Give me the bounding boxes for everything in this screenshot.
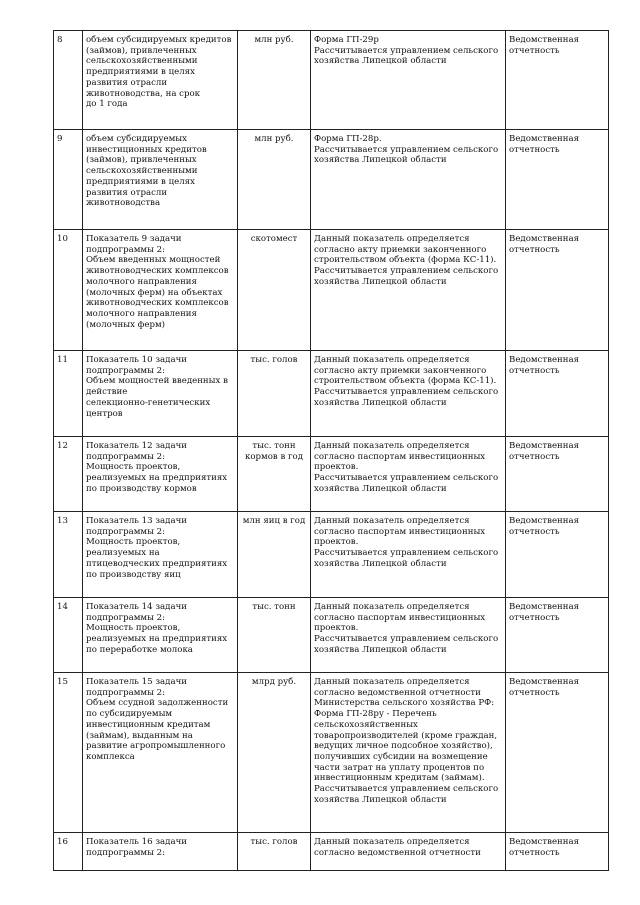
table-row [54,230,609,351]
unit-cell: тыс. тонн [238,598,311,673]
indicator-cell: Показатель 13 задачи подпрограммы 2: Мощность проектов, реализуемых на птицеводческих предприятиях по производству яиц [83,512,238,598]
indicator-cell: Показатель 9 задачи подпрограммы 2: Объем введенных мощностей животноводческих комплексов молочного направления (молочных ферм) на объектах животноводческих комплексов молочного направления (молочных ферм) [83,230,238,351]
unit-cell: млн руб. [238,130,311,230]
table-row [54,598,609,673]
indicator-cell: Показатель 14 задачи подпрограммы 2: Мощность проектов, реализуемых на предприятиях по переработке молока [83,598,238,673]
indicators-table [53,30,609,871]
table-body [54,31,609,871]
row-number: 11 [54,351,83,437]
indicator-cell: Показатель 12 задачи подпрограммы 2: Мощность проектов, реализуемых на предприятиях по производству кормов [83,437,238,512]
indicator-cell: Показатель 10 задачи подпрограммы 2: Объем мощностей введенных в действие селекционно-генетических центров [83,351,238,437]
unit-cell: скотомест [238,230,311,351]
table-row [54,31,609,130]
source-cell: Ведомственная отчетность [506,31,609,130]
row-number: 10 [54,230,83,351]
source-cell: Ведомственная отчетность [506,437,609,512]
method-cell: Данный показатель определяется согласно акту приемки законченного строительством объекта (форма КС-11). Рассчитывается управлением сельского хозяйства Липецкой области [311,230,506,351]
method-cell: Данный показатель определяется согласно ведомственной отчетности Министерства сельского хозяйства РФ: Форма ГП-28ру - Перечень сельскохозяйственных товаропроизводителей (кроме граждан, ведущих личное подсобное хозяйство), получивших субсидии на возмещение части затрат на уплату процентов по инвестиционным кредитам (займам). Рассчитывается управлением сельского хозяйства Липецкой области [311,673,506,833]
method-cell: Форма ГП-29р Рассчитывается управлением сельского хозяйства Липецкой области [311,31,506,130]
row-number: 12 [54,437,83,512]
row-number: 16 [54,833,83,871]
table-row [54,673,609,833]
indicator-cell: Показатель 15 задачи подпрограммы 2: Объем ссудной задолженности по субсидируемым инвестиционным кредитам (займам), выданным на развитие агропромышленного комплекса [83,673,238,833]
source-cell: Ведомственная отчетность [506,351,609,437]
method-cell: Данный показатель определяется согласно акту приемки законченного строительством объекта (форма КС-11). Рассчитывается управлением сельского хозяйства Липецкой области [311,351,506,437]
method-cell: Форма ГП-28р. Рассчитывается управлением сельского хозяйства Липецкой области [311,130,506,230]
method-cell: Данный показатель определяется согласно паспортам инвестиционных проектов. Рассчитывается управлением сельского хозяйства Липецкой области [311,598,506,673]
indicator-cell: объем субсидируемых инвестиционных кредитов (займов), привлеченных сельскохозяйственными предприятиями в целях развития отрасли животноводства [83,130,238,230]
source-cell: Ведомственная отчетность [506,230,609,351]
unit-cell: млн руб. [238,31,311,130]
unit-cell: тыс. тонн кормов в год [238,437,311,512]
source-cell: Ведомственная отчетность [506,130,609,230]
row-number: 8 [54,31,83,130]
source-cell: Ведомственная отчетность [506,598,609,673]
source-cell: Ведомственная отчетность [506,833,609,871]
indicator-cell: Показатель 16 задачи подпрограммы 2: [83,833,238,871]
table-row [54,833,609,871]
unit-cell: млн яиц в год [238,512,311,598]
row-number: 13 [54,512,83,598]
unit-cell: млрд руб. [238,673,311,833]
table-row [54,437,609,512]
table-row [54,512,609,598]
row-number: 9 [54,130,83,230]
row-number: 14 [54,598,83,673]
method-cell: Данный показатель определяется согласно ведомственной отчетности [311,833,506,871]
unit-cell: тыс. голов [238,833,311,871]
indicator-cell: объем субсидируемых кредитов (займов), привлеченных сельскохозяйственными предприятиями в целях развития отрасли животноводства, на срок до 1 года [83,31,238,130]
source-cell: Ведомственная отчетность [506,512,609,598]
unit-cell: тыс. голов [238,351,311,437]
source-cell: Ведомственная отчетность [506,673,609,833]
method-cell: Данный показатель определяется согласно паспортам инвестиционных проектов. Рассчитывается управлением сельского хозяйства Липецкой области [311,512,506,598]
row-number: 15 [54,673,83,833]
table-row [54,130,609,230]
table-row [54,351,609,437]
method-cell: Данный показатель определяется согласно паспортам инвестиционных проектов. Рассчитывается управлением сельского хозяйства Липецкой области [311,437,506,512]
